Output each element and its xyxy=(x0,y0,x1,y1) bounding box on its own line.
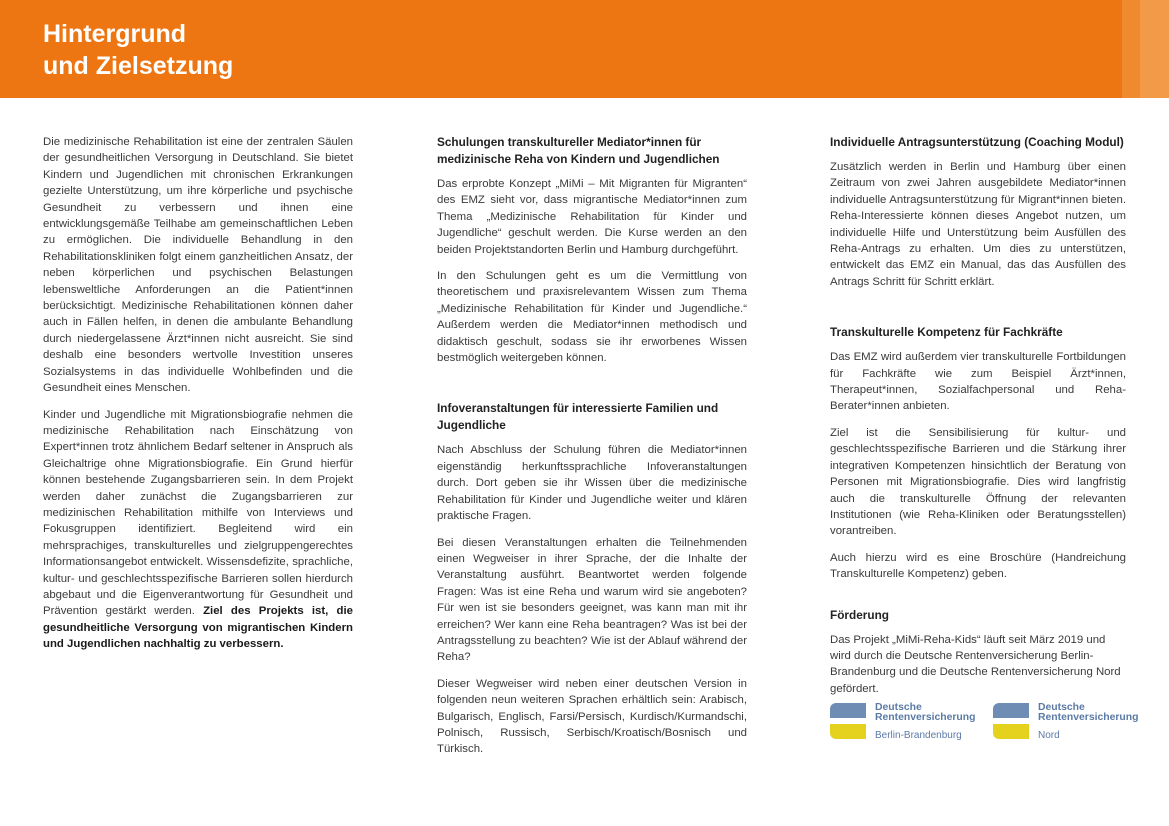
paragraph: Zusätzlich werden in Berlin und Hamburg über einen Zeitraum von zwei Jahren ausgebildete Mediator*innen individuelle Antragsunterstützung für Migrant*innen bieten. Reha-Interessierte können dieses Angebot nutzen, um individuelle Hilfe und Unterstützung beim Ausfüllen des Reha-Antrags zu erhalten. Um dies zu unterstützen, entwickelt das EMZ ein Manual, das das Ausfüllen des Antrags Schritt für Schritt erklärt. xyxy=(830,161,1126,288)
paragraph: Die medizinische Rehabilitation ist eine der zentralen Säulen der gesundheitlichen Versorgung in Deutschland. Sie bietet Kindern und Jugendlichen mit chronischen Erkrankungen gezielte Unterstützung, um ihre körperliche und psychische Gesundheit zu verbessern und ihnen eine entwicklungsgemäße Teilhabe am gemeinschaftlichen Leben zu ermöglichen. Die individuelle Behandlung in den Rehabilitationskliniken folgt einem ganzheitlichen Ansatz, der neben körperlichen und psychischen Belastungen lebensweltliche Anforderungen an die Patient*innen berücksichtigt. Medizinische Rehabilitationen können daher auch in Fällen helfen, in denen die ambulante Behandlung durch niedergelassene Ärzt*innen nicht ausreicht. Sie sind deshalb eine besonders wertvolle Investition unseres Sozialsystems in das individuelle Wohlbefinden und die Gesundheit eines Menschen. xyxy=(43,136,353,395)
section-heading: Transkulturelle Kompetenz für Fachkräfte xyxy=(830,325,1063,340)
paragraph xyxy=(43,407,353,653)
project-goal-text: Ziel des Projekts ist, die gesundheitliche Versorgung von migrantischen Kindern und Jugendlichen nachhaltig zu verbessern. xyxy=(43,605,353,651)
drv-logo-icon xyxy=(993,703,1029,740)
logo-name-line: Rentenversicherung xyxy=(875,712,976,723)
paragraph: Das Projekt „MiMi-Reha-Kids“ läuft seit März 2019 und wird durch die Deutsche Rentenversicherung Berlin-Brandenburg und die Deutsche Rentenversicherung Nord gefördert. xyxy=(830,633,1121,695)
paragraph: Ziel ist die Sensibilisierung für kultur- und geschlechtsspezifische Barrieren und die Stärkung ihrer integrativen Kompetenzen hinsichtlich der Beratung von Personen mit Migrationsbiografie. Dies wird langfristig auch die transkulturelle Öffnung der relevanten Institutionen (wie Reha-Kliniken oder Beratungsstellen) vorantreiben. xyxy=(830,426,1126,538)
paragraph: Dieser Wegweiser wird neben einer deutschen Version in folgenden neun weiteren Sprachen erhältlich sein: Arabisch, Bulgarisch, Englisch, Farsi/Persisch, Kurdisch/Kurmandschi, Polnisch, Russisch, Serbisch/Kroatisch/Bosnisch und Türkisch. xyxy=(437,677,747,756)
title-line-1: Hintergrund xyxy=(43,20,187,48)
paragraph-text: Kinder und Jugendliche mit Migrationsbiografie nehmen die medizinische Rehabilitation nach Einschätzung von Expert*innen trotz ähnlichem Bedarf seltener in Anspruch als Gleichaltrige ohne Migrationsbiografie. Ein Grund hierfür können bestehende Zugangsbarrieren sein. In dem Projekt werden daher zunächst die Zugangsbarrieren zur medizinischen Rehabilitation mithilfe von Interviews und Fokusgruppen identifiziert. Begleitend wird ein mehrsprachiges, transkulturelles und zielgruppengerechtes Informationsangebot entwickelt. Wissensdefizite, sprachliche, kultur- und geschlechtsspezifische Barrieren sollen hierdurch abgebaut und die Eigenverantwortung für Gesundheit und Prävention gestärkt werden. xyxy=(43,408,353,618)
drv-berlin-brandenburg-logo xyxy=(830,703,980,743)
paragraph: Das EMZ wird außerdem vier transkulturelle Fortbildungen für Fachkräfte wie zum Beispiel Ärzt*innen, Therapeut*innen, Sozialfachpersonal und Reha-Berater*innen anbieten. xyxy=(830,351,1126,413)
section-heading: Förderung xyxy=(830,607,889,622)
header-stripe xyxy=(1140,0,1169,98)
paragraph: Auch hierzu wird es eine Broschüre (Handreichung Transkulturelle Kompetenz) geben. xyxy=(830,551,1126,581)
logo-name xyxy=(1038,703,1148,723)
logo-name xyxy=(875,703,985,723)
column-middle xyxy=(437,134,747,768)
logo-name-line: Rentenversicherung xyxy=(1038,712,1139,723)
page-header xyxy=(0,0,1169,98)
logo-region: Berlin-Brandenburg xyxy=(875,730,962,741)
header-stripe xyxy=(1122,0,1140,98)
logo-region: Nord xyxy=(1038,730,1060,741)
column-right xyxy=(830,134,1126,707)
section-heading: Infoveranstaltungen für interessierte Familien und Jugendliche xyxy=(437,401,719,433)
logo-name-line: Deutsche xyxy=(1038,702,1085,713)
paragraph: Das erprobte Konzept „MiMi – Mit Migranten für Migranten“ des EMZ sieht vor, dass migrantische Mediator*innen zum Thema „Medizinische Rehabilitation für Kinder und Jugendliche“ geschult werden. Die Kurse werden an den beiden Projektstandorten Berlin und Hamburg durchgeführt. xyxy=(437,178,747,256)
page-title xyxy=(43,18,233,82)
paragraph: Nach Abschluss der Schulung führen die Mediator*innen eigenständig herkunftssprachliche Infoveranstaltungen durch. Dort geben sie ihr Wissen über die medizinische Rehabilitation für Kinder und Jugendliche weiter und klären praktische Fragen. xyxy=(437,444,747,523)
paragraph: Bei diesen Veranstaltungen erhalten die Teilnehmenden einen Wegweiser in ihrer Sprache, der die Inhalte der Veranstaltung ausführt. Beantwortet werden folgende Fragen: Was ist eine Reha und warum wird sie angeboten? Für wen ist sie besonders geeignet, was kann man mit ihr erreichen? Wer kann eine Reha beantragen? Was ist bei der Antragsstellung zu beachten? Wie ist der Ablauf während der Reha? xyxy=(437,536,747,664)
funder-logos xyxy=(830,702,1139,743)
drv-nord-logo xyxy=(993,703,1143,743)
section-heading: Schulungen transkultureller Mediator*innen für medizinische Reha von Kindern und Jugendlichen xyxy=(437,135,720,166)
column-left xyxy=(43,134,353,663)
drv-logo-icon xyxy=(830,703,866,740)
paragraph: In den Schulungen geht es um die Vermittlung von theoretischem und praxisrelevantem Wissen zum Thema „Medizinische Rehabilitation für Kinder und Jugendliche.“ Außerdem werden die Mediator*innen methodisch und didaktisch geschult, sodass sie ihr erworbenes Wissen bestmöglich weitergeben können. xyxy=(437,270,747,365)
section-heading: Individuelle Antragsunterstützung (Coaching Modul) xyxy=(830,135,1124,149)
logo-name-line: Deutsche xyxy=(875,702,922,713)
title-line-2: und Zielsetzung xyxy=(43,52,234,80)
